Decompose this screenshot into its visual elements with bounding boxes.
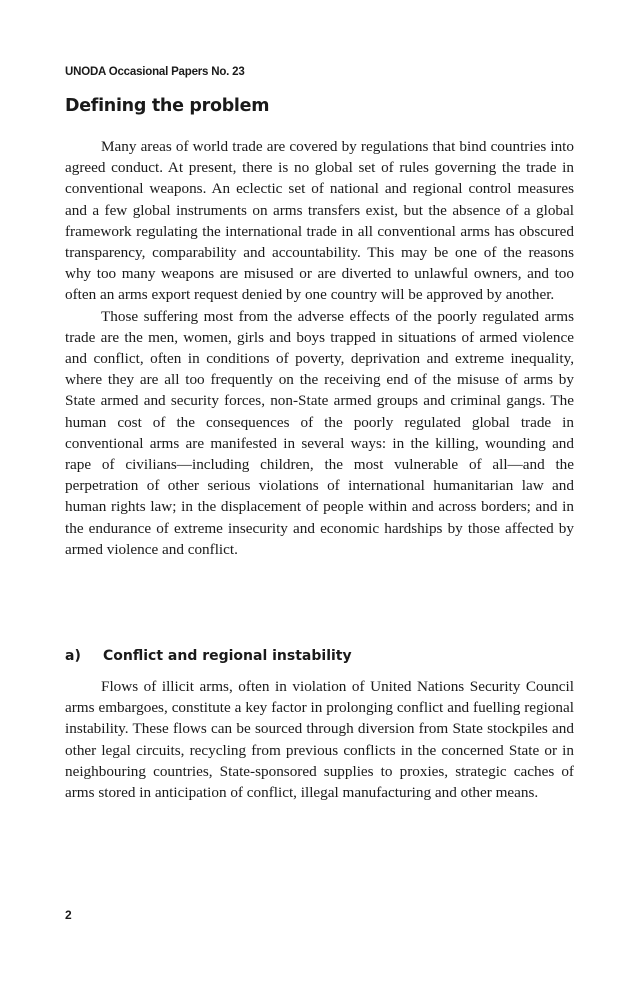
section-body xyxy=(65,136,574,560)
document-page xyxy=(65,0,574,986)
subsection-marker: a) xyxy=(65,648,81,664)
subsection-title: Conflict and regional instability xyxy=(103,648,352,664)
running-header: UNODA Occasional Papers No. 23 xyxy=(65,66,245,78)
paragraph-illicit-flows: Flows of illicit arms, often in violation of United Nations Security Council arms embargoes, constitute a key factor in prolonging conflict and fuelling regional instability. These flows can be sourced through diversion from State stockpiles and other legal circuits, recycling from previous conflicts in the concerned State or in neighbouring countries, State-sponsored supplies to proxies, strategic caches of arms stored in anticipation of conflict, illegal manufacturing and other means. xyxy=(65,678,574,802)
paragraph-human-cost: Those suffering most from the adverse effects of the poorly regulated arms trade are the men, women, girls and boys trapped in situations of armed violence and conflict, often in conditions of poverty, deprivation and extreme inequality, where they are all too frequently on the receiving end of the misuse of arms by State armed and security forces, non-State armed groups and criminal gangs. The human cost of the consequences of the poorly regulated global trade in conventional arms are manifested in several ways: in the killing, wounding and rape of civilians—including children, the most vulnerable of all—and the perpetration of other serious violations of international humanitarian law and human rights law; in the displacement of people within and across borders; and in the endurance of extreme insecurity and economic hardships by those affected by armed violence and conflict. xyxy=(65,307,574,558)
subsection-body xyxy=(65,676,574,803)
subsection-heading xyxy=(65,648,574,664)
page-number: 2 xyxy=(65,908,72,922)
section-title: Defining the problem xyxy=(65,96,270,116)
paragraph-intro: Many areas of world trade are covered by regulations that bind countries into agreed conduct. At present, there is no global set of rules governing the trade in conventional weapons. An eclectic set of national and regional control measures and a few global instruments on arms transfers exist, but the absence of a global framework regulating the international trade in all conventional arms has obscured transparency, comparability and accountability. This may be one of the reasons why too many weapons are misused or are diverted to unlawful owners, and too often an arms export request denied by one country will be approved by another. xyxy=(65,138,574,304)
